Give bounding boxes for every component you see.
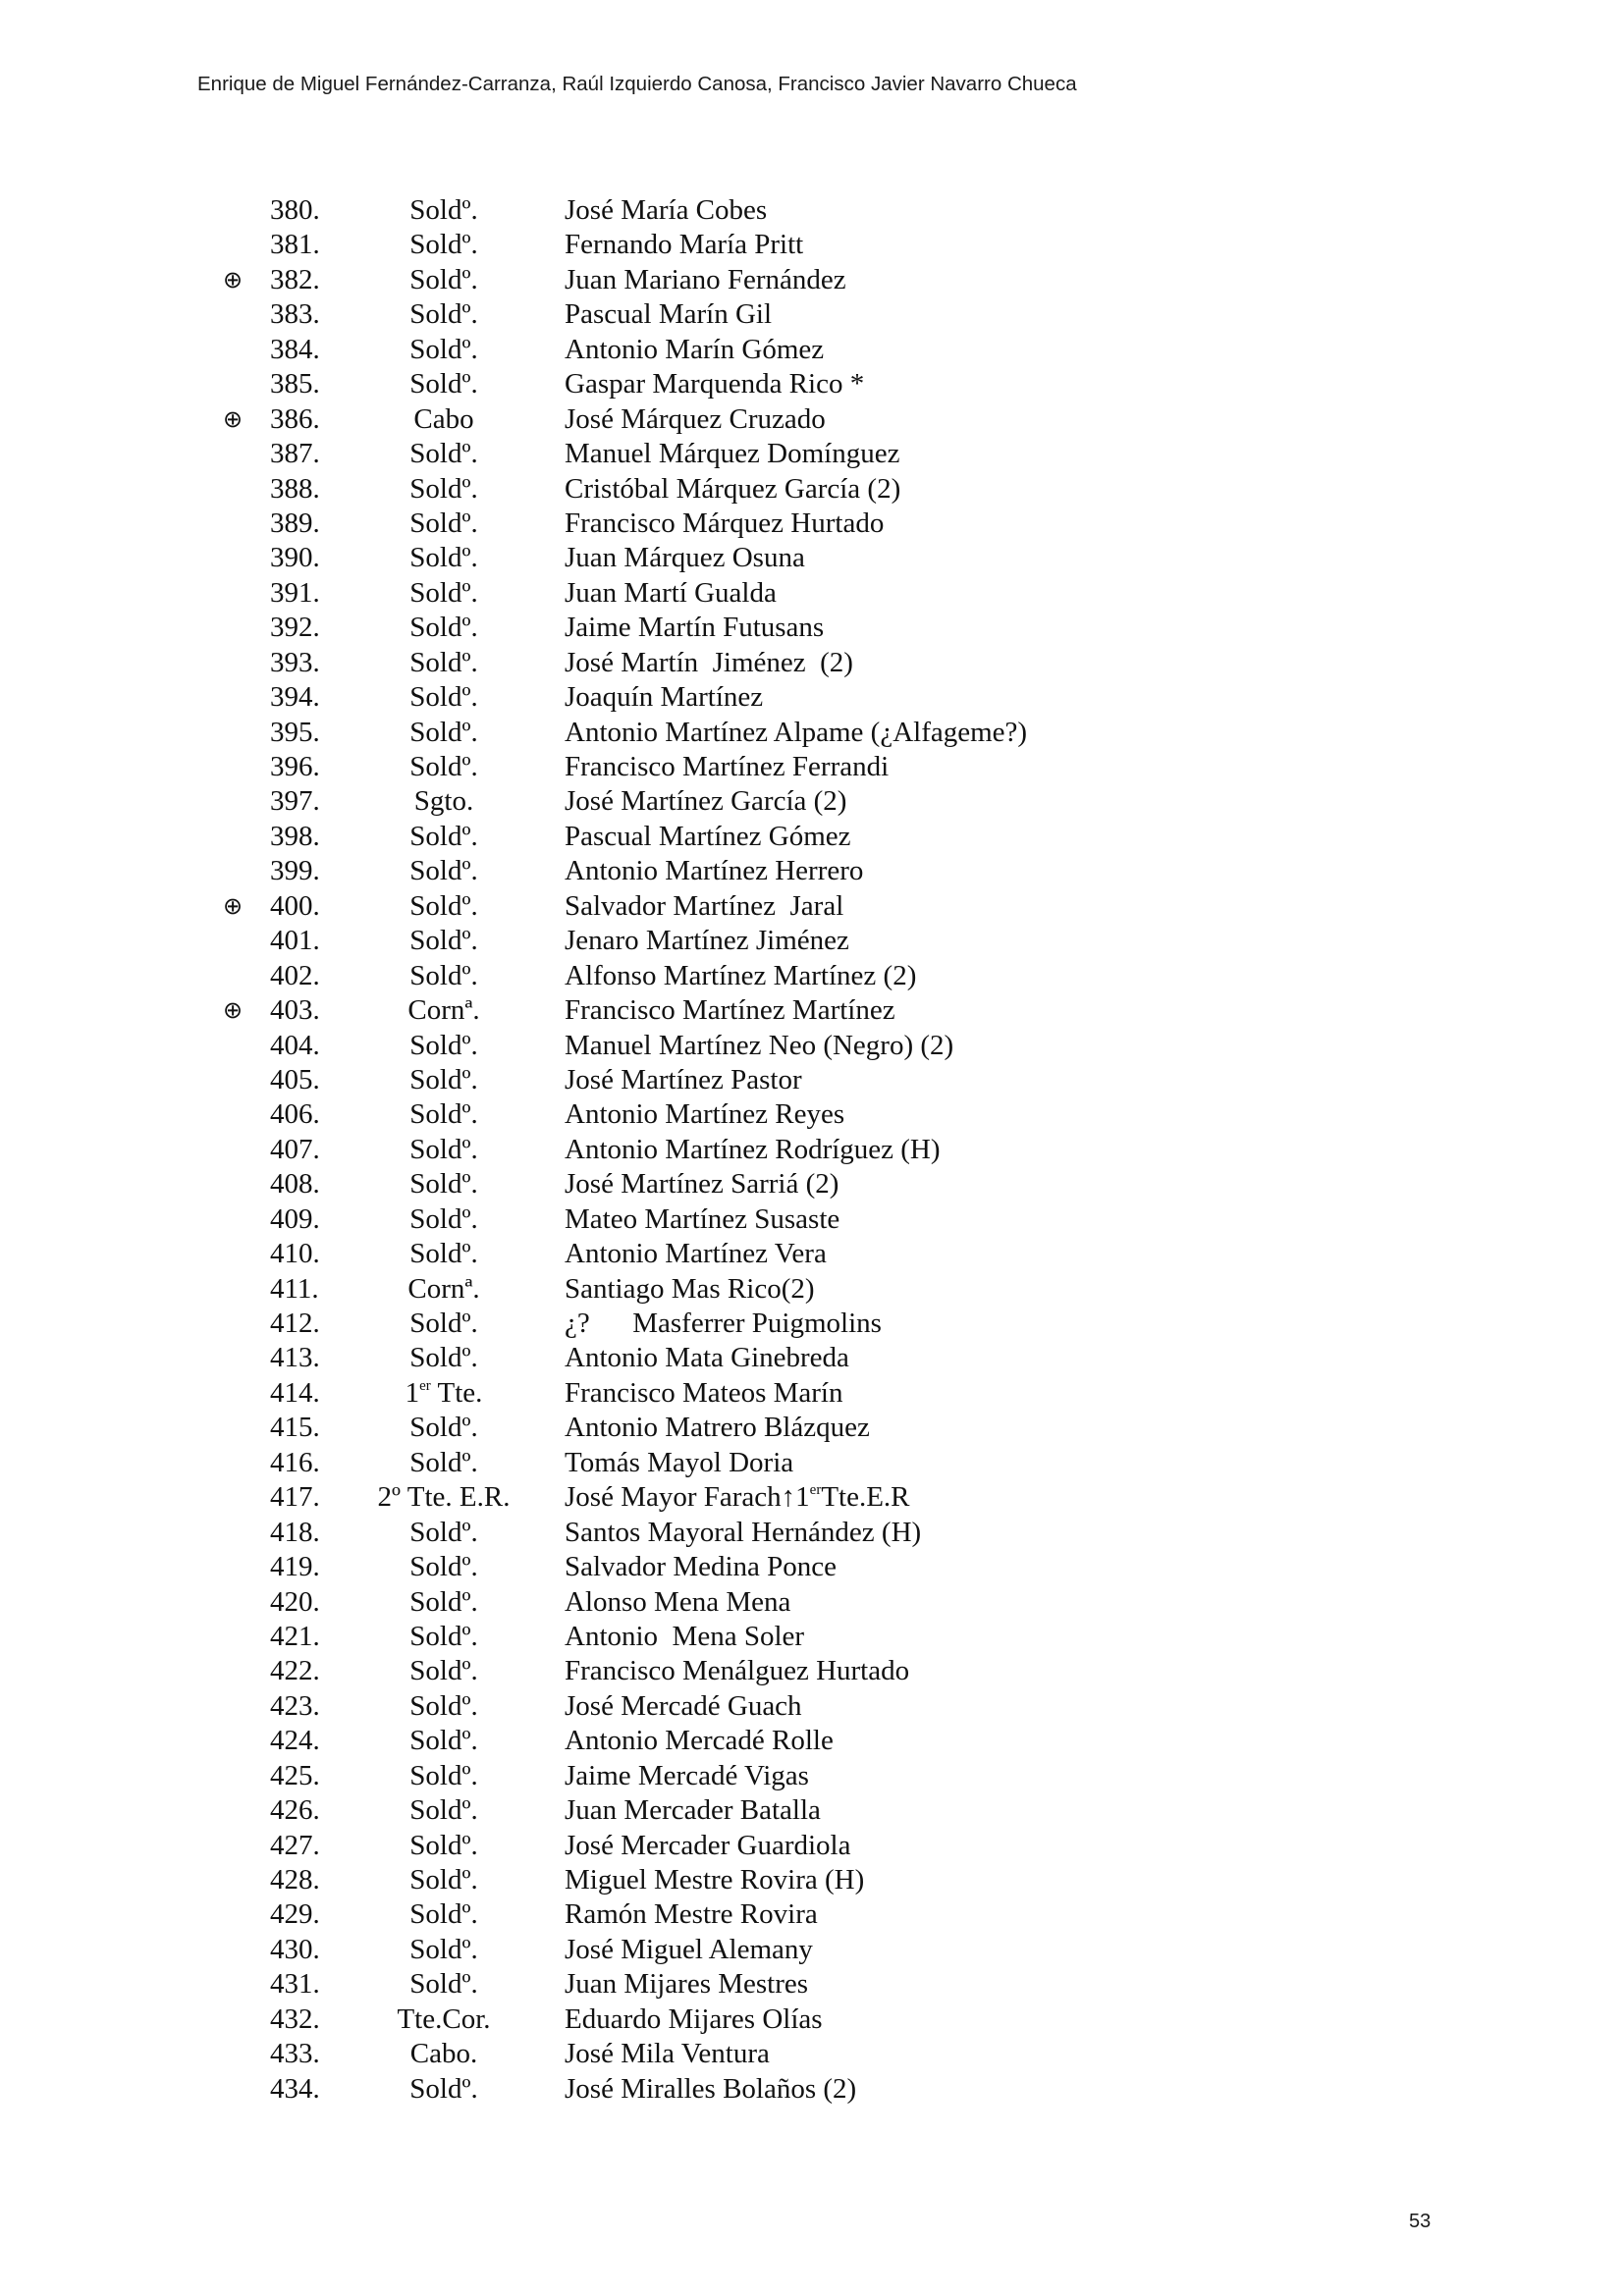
entry-number: 382. — [270, 263, 320, 295]
roster-entry — [0, 1620, 1623, 1654]
entry-rank: Soldº. — [409, 1655, 478, 1687]
entry-rank: Tte.Cor. — [397, 2002, 491, 2035]
entry-number: 403. — [270, 994, 320, 1027]
entry-name: Tomás Mayol Doria — [565, 1446, 794, 1478]
entry-rank: Soldº. — [409, 855, 478, 887]
roster-entry — [0, 680, 1623, 715]
entry-name: Jenaro Martínez Jiménez — [565, 925, 849, 957]
entry-number: 416. — [270, 1446, 320, 1478]
entry-name: Juan Martí Gualda — [565, 576, 777, 609]
entry-number: 380. — [270, 194, 320, 226]
entry-rank: Soldº. — [409, 542, 478, 574]
entry-rank: Soldº. — [409, 612, 478, 644]
entry-rank: Soldº. — [409, 1725, 478, 1757]
entry-name: Antonio Marín Gómez — [565, 333, 825, 365]
entry-rank: Soldº. — [409, 229, 478, 261]
roster-entry — [0, 193, 1623, 228]
roster-entry — [0, 1341, 1623, 1375]
entry-number: 426. — [270, 1794, 320, 1827]
page-number: 53 — [1409, 2211, 1432, 2232]
roster-entry — [0, 646, 1623, 680]
entry-rank: Soldº. — [409, 1829, 478, 1861]
entry-number: 430. — [270, 1933, 320, 1965]
entry-name: Antonio Matrero Blázquez — [565, 1412, 870, 1444]
entry-number: 413. — [270, 1342, 320, 1374]
entry-rank: Soldº. — [409, 646, 478, 678]
roster-entry — [0, 263, 1623, 297]
roster-entry — [0, 1829, 1623, 1863]
entry-name: ¿? Masferrer Puigmolins — [565, 1308, 882, 1339]
roster-entry — [0, 1689, 1623, 1724]
entry-name: Gaspar Marquenda Rico * — [565, 368, 865, 400]
entry-number: 417. — [270, 1481, 320, 1514]
entry-number: 385. — [270, 368, 320, 400]
entry-rank: Soldº. — [409, 1585, 478, 1618]
entry-rank: Soldº. — [409, 1029, 478, 1061]
entry-name: Francisco Márquez Hurtado — [565, 507, 885, 539]
entry-name: Antonio Martínez Vera — [565, 1238, 827, 1270]
entry-rank: Soldº. — [409, 1202, 478, 1235]
entry-number: 394. — [270, 681, 320, 714]
entry-number: 425. — [270, 1759, 320, 1791]
roster-entry — [0, 2072, 1623, 2107]
entry-name: Pascual Martínez Gómez — [565, 820, 851, 852]
entry-name: Juan Mariano Fernández — [565, 263, 846, 295]
roster-entry — [0, 924, 1623, 958]
entry-rank: Soldº. — [409, 1238, 478, 1270]
roster-entry — [0, 333, 1623, 367]
entry-name: Manuel Márquez Domínguez — [565, 438, 900, 470]
roster-entry — [0, 1167, 1623, 1201]
roster-entry — [0, 993, 1623, 1028]
entry-number: 409. — [270, 1202, 320, 1235]
circled-plus-icon: ⊕ — [222, 265, 243, 294]
entry-number: 434. — [270, 2072, 320, 2105]
rank-text: 1 — [405, 1376, 420, 1409]
entry-rank: Soldº. — [409, 2072, 478, 2105]
roster-entry — [0, 1897, 1623, 1932]
roster-entry — [0, 1097, 1623, 1132]
entry-name: José Miguel Alemany — [565, 1933, 813, 1965]
entry-name: Juan Márquez Osuna — [565, 542, 805, 574]
entry-rank: Soldº. — [409, 1759, 478, 1791]
entry-number: 424. — [270, 1725, 320, 1757]
entry-number: 383. — [270, 298, 320, 331]
entry-number: 429. — [270, 1898, 320, 1931]
entry-rank: 2º Tte. E.R. — [377, 1481, 511, 1514]
running-header-authors: Enrique de Miguel Fernández-Carranza, Raúl Izquierdo Canosa, Francisco Javier Navarro Chueca — [197, 73, 1077, 95]
entry-name: José Martínez Pastor — [565, 1063, 802, 1095]
entry-number: 402. — [270, 959, 320, 991]
roster-entry — [0, 1759, 1623, 1793]
entry-rank: Soldº. — [409, 472, 478, 505]
entry-name: Francisco Martínez Ferrandi — [565, 751, 890, 782]
entry-number: 406. — [270, 1098, 320, 1131]
roster-entry — [0, 1029, 1623, 1063]
rank-superscript: er — [419, 1377, 431, 1394]
entry-name: Cristóbal Márquez García (2) — [565, 472, 901, 505]
entry-name: Santos Mayoral Hernández (H) — [565, 1516, 922, 1548]
roster-entry — [0, 1585, 1623, 1620]
entry-name: Antonio Martínez Rodríguez (H) — [565, 1133, 941, 1165]
entry-rank: Soldº. — [409, 1342, 478, 1374]
roster-entry — [0, 1446, 1623, 1480]
entry-name: Juan Mercader Batalla — [565, 1794, 821, 1827]
entry-rank: Cornª. — [407, 994, 480, 1027]
entry-rank: Soldº. — [409, 1412, 478, 1444]
entry-rank: Soldº. — [409, 1133, 478, 1165]
roster-entry — [0, 2037, 1623, 2071]
entry-rank: Soldº. — [409, 263, 478, 295]
roster-entry — [0, 1550, 1623, 1584]
roster-entry — [0, 1933, 1623, 1967]
entry-name: José Martínez García (2) — [565, 785, 847, 818]
entry-name: Jaime Mercadé Vigas — [565, 1759, 809, 1791]
roster-entry — [0, 1411, 1623, 1445]
roster-entry — [0, 1376, 1623, 1411]
entry-number: 419. — [270, 1551, 320, 1583]
roster-entry — [0, 1967, 1623, 2002]
roster-entry — [0, 297, 1623, 332]
entry-rank: Soldº. — [409, 889, 478, 922]
roster-entry — [0, 472, 1623, 507]
entry-rank: Soldº. — [409, 1968, 478, 2001]
roster-entry — [0, 437, 1623, 471]
entry-rank: Cabo — [413, 402, 474, 435]
entry-number: 388. — [270, 472, 320, 505]
entry-name: Antonio Mata Ginebreda — [565, 1342, 849, 1374]
roster-entry — [0, 2002, 1623, 2037]
entry-rank: Soldº. — [409, 716, 478, 748]
name-text: Tte.E.R — [821, 1481, 910, 1514]
roster-entry — [0, 1307, 1623, 1341]
entry-number: 428. — [270, 1864, 320, 1896]
roster-entry — [0, 507, 1623, 541]
entry-name: José Mercadé Guach — [565, 1689, 802, 1722]
circled-plus-icon: ⊕ — [222, 996, 243, 1025]
entry-name: Jaime Martín Futusans — [565, 612, 825, 644]
entry-number: 391. — [270, 576, 320, 609]
entry-rank: Soldº. — [409, 1308, 478, 1339]
entry-number: 433. — [270, 2038, 320, 2070]
roster-entry — [0, 784, 1623, 819]
roster-entry — [0, 1202, 1623, 1237]
entry-name: José Márquez Cruzado — [565, 402, 826, 435]
entry-rank: Soldº. — [409, 1063, 478, 1095]
entry-number: 432. — [270, 2002, 320, 2035]
roster-entry — [0, 228, 1623, 262]
entry-rank: Cornª. — [407, 1272, 480, 1305]
entry-rank: Soldº. — [409, 1446, 478, 1478]
entry-name: Antonio Mena Soler — [565, 1620, 805, 1652]
roster-entry — [0, 1793, 1623, 1828]
entry-name: Antonio Martínez Herrero — [565, 855, 864, 887]
roster-entry — [0, 1480, 1623, 1515]
entry-number: 414. — [270, 1376, 320, 1409]
entry-name: Francisco Mateos Marín — [565, 1376, 843, 1409]
entry-name: José Martínez Sarriá (2) — [565, 1168, 839, 1201]
entry-name: Mateo Martínez Susaste — [565, 1202, 840, 1235]
entry-number: 395. — [270, 716, 320, 748]
entry-rank: Soldº. — [409, 1933, 478, 1965]
entry-number: 408. — [270, 1168, 320, 1201]
entry-rank: Sgto. — [413, 785, 474, 818]
entry-rank: Cabo. — [409, 2038, 478, 2070]
circled-plus-icon: ⊕ — [222, 891, 243, 920]
entry-number: 423. — [270, 1689, 320, 1722]
entry-number: 410. — [270, 1238, 320, 1270]
entry-rank: Soldº. — [409, 1794, 478, 1827]
entry-number: 393. — [270, 646, 320, 678]
entry-name: José Miralles Bolaños (2) — [565, 2072, 857, 2105]
roster-entry — [0, 541, 1623, 575]
entry-name: Antonio Martínez Reyes — [565, 1098, 845, 1131]
rank-text: Tte. — [430, 1376, 483, 1409]
entry-rank: Soldº. — [409, 751, 478, 782]
name-text: José Mayor Farach↑1 — [565, 1481, 810, 1514]
entry-rank: Soldº. — [409, 681, 478, 714]
roster-entry — [0, 1063, 1623, 1097]
roster-entry — [0, 820, 1623, 854]
roster-entry — [0, 750, 1623, 784]
entry-rank: Soldº. — [409, 333, 478, 365]
entry-number: 412. — [270, 1308, 320, 1339]
entry-rank: Soldº. — [409, 194, 478, 226]
roster-entry — [0, 1863, 1623, 1897]
entry-name: Santiago Mas Rico(2) — [565, 1272, 815, 1305]
entry-rank: Soldº. — [409, 820, 478, 852]
entry-number: 386. — [270, 402, 320, 435]
entry-number: 422. — [270, 1655, 320, 1687]
roster-entry — [0, 1133, 1623, 1167]
entry-rank: Soldº. — [409, 1689, 478, 1722]
roster-entry — [0, 716, 1623, 750]
roster-list — [0, 193, 1623, 2107]
entry-number: 420. — [270, 1585, 320, 1618]
roster-entry — [0, 854, 1623, 888]
entry-number: 421. — [270, 1620, 320, 1652]
roster-entry — [0, 959, 1623, 993]
entry-name: Miguel Mestre Rovira (H) — [565, 1864, 865, 1896]
entry-number: 381. — [270, 229, 320, 261]
roster-entry — [0, 611, 1623, 645]
entry-name: Pascual Marín Gil — [565, 298, 773, 331]
entry-number: 401. — [270, 925, 320, 957]
entry-number: 397. — [270, 785, 320, 818]
entry-number: 427. — [270, 1829, 320, 1861]
circled-plus-icon: ⊕ — [222, 404, 243, 433]
entry-rank: Soldº. — [409, 576, 478, 609]
roster-entry — [0, 367, 1623, 401]
entry-number: 418. — [270, 1516, 320, 1548]
entry-name — [565, 1480, 910, 1515]
entry-name: José María Cobes — [565, 194, 768, 226]
entry-name: Manuel Martínez Neo (Negro) (2) — [565, 1029, 954, 1061]
entry-number: 398. — [270, 820, 320, 852]
name-superscript: er — [809, 1482, 822, 1499]
entry-name: Alfonso Martínez Martínez (2) — [565, 959, 917, 991]
entry-name: Eduardo Mijares Olías — [565, 2002, 823, 2035]
entry-name: Juan Mijares Mestres — [565, 1968, 809, 2001]
entry-name: José Mercader Guardiola — [565, 1829, 851, 1861]
entry-name: Francisco Martínez Martínez — [565, 994, 895, 1027]
roster-entry — [0, 1724, 1623, 1758]
entry-number: 404. — [270, 1029, 320, 1061]
entry-rank: Soldº. — [409, 1516, 478, 1548]
entry-name: Joaquín Martínez — [565, 681, 764, 714]
entry-name: José Mila Ventura — [565, 2038, 770, 2070]
entry-number: 415. — [270, 1412, 320, 1444]
entry-name: Antonio Martínez Alpame (¿Alfageme?) — [565, 716, 1028, 748]
roster-entry — [0, 1237, 1623, 1271]
roster-entry — [0, 576, 1623, 611]
entry-number: 390. — [270, 542, 320, 574]
roster-entry — [0, 1272, 1623, 1307]
entry-rank: Soldº. — [409, 1864, 478, 1896]
entry-number: 392. — [270, 612, 320, 644]
entry-name: Alonso Mena Mena — [565, 1585, 791, 1618]
entry-number: 405. — [270, 1063, 320, 1095]
entry-number: 431. — [270, 1968, 320, 2001]
entry-number: 389. — [270, 507, 320, 539]
entry-number: 400. — [270, 889, 320, 922]
entry-rank: Soldº. — [409, 438, 478, 470]
entry-rank — [365, 1376, 522, 1411]
roster-entry — [0, 889, 1623, 924]
entry-rank: Soldº. — [409, 959, 478, 991]
entry-number: 384. — [270, 333, 320, 365]
entry-rank: Soldº. — [409, 925, 478, 957]
entry-rank: Soldº. — [409, 298, 478, 331]
entry-name: Salvador Medina Ponce — [565, 1551, 838, 1583]
entry-rank: Soldº. — [409, 368, 478, 400]
entry-name: Ramón Mestre Rovira — [565, 1898, 818, 1931]
entry-name: Antonio Mercadé Rolle — [565, 1725, 834, 1757]
entry-name: Salvador Martínez Jaral — [565, 889, 844, 922]
roster-entry — [0, 1654, 1623, 1688]
entry-name: Fernando María Pritt — [565, 229, 804, 261]
entry-rank: Soldº. — [409, 1898, 478, 1931]
entry-number: 396. — [270, 751, 320, 782]
entry-rank: Soldº. — [409, 1620, 478, 1652]
entry-number: 387. — [270, 438, 320, 470]
roster-entry — [0, 1516, 1623, 1550]
entry-name: José Martín Jiménez (2) — [565, 646, 853, 678]
roster-entry — [0, 402, 1623, 437]
entry-number: 407. — [270, 1133, 320, 1165]
entry-rank: Soldº. — [409, 1098, 478, 1131]
entry-rank: Soldº. — [409, 507, 478, 539]
entry-number: 399. — [270, 855, 320, 887]
entry-name: Francisco Menálguez Hurtado — [565, 1655, 910, 1687]
entry-rank: Soldº. — [409, 1168, 478, 1201]
entry-number: 411. — [270, 1272, 319, 1305]
entry-rank: Soldº. — [409, 1551, 478, 1583]
